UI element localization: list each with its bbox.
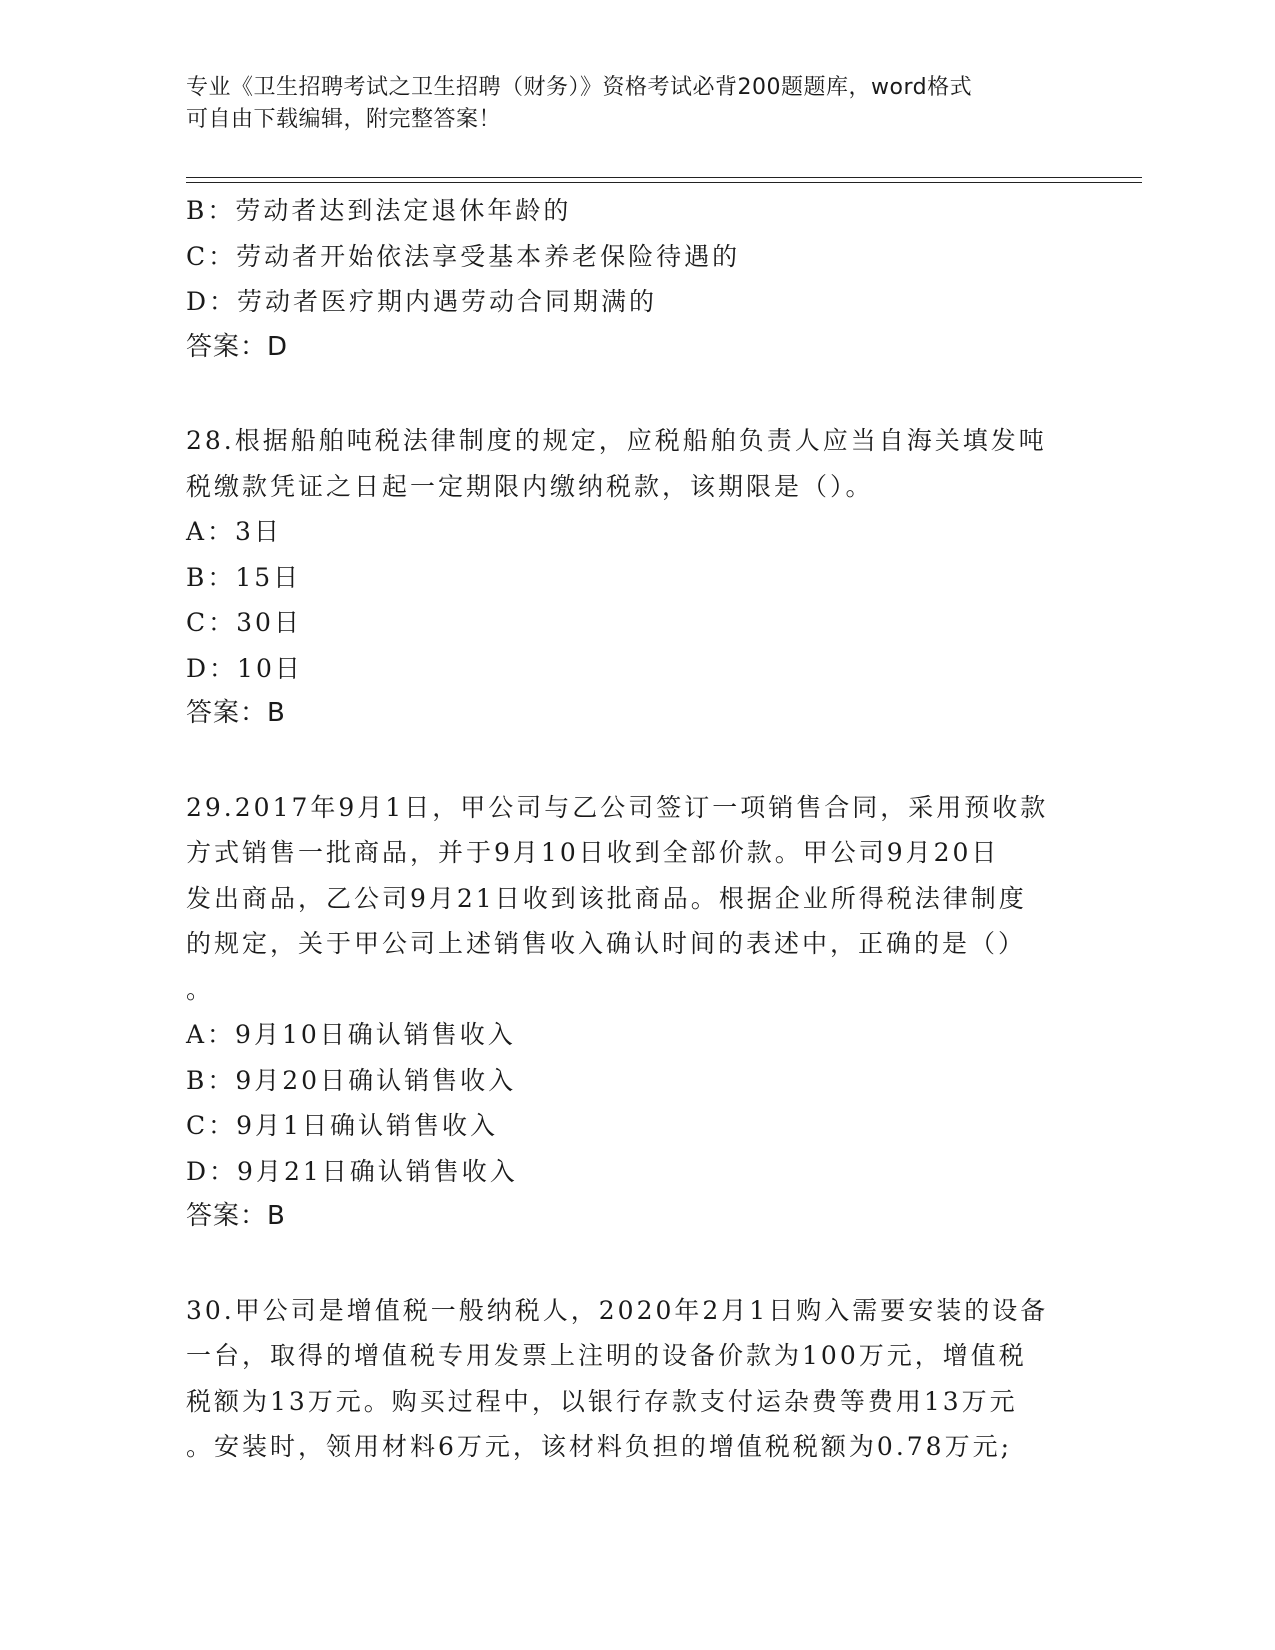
option-d: D：劳动者医疗期内遇劳动合同期满的 [186,287,658,316]
option-a: A：3日 [186,517,282,546]
question-text-line: 29.2017年9月1日，甲公司与乙公司签订一项销售合同，采用预收款 [186,792,1049,822]
header-divider-top [186,177,1142,178]
question-text-line: 的规定，关于甲公司上述销售收入确认时间的表述中，正确的是（） [186,929,1027,958]
document-header [186,72,1086,136]
option-d: D：9月21日确认销售收入 [186,1156,518,1186]
answer-line: 答案：D [186,331,289,362]
question-text-line: 。安装时，领用材料6万元，该材料负担的增值税税额为0.78万元; [186,1432,1012,1461]
question-text-line: 发出商品，乙公司9月21日收到该批商品。根据企业所得税法律制度 [186,883,1027,913]
option-a: A：9月10日确认销售收入 [186,1020,516,1049]
option-c: C：9月1日确认销售收入 [186,1111,498,1140]
question-text-line: 30.甲公司是增值税一般纳税人，2020年2月1日购入需要安装的设备 [186,1295,1049,1325]
question-text-line: 28.根据船舶吨税法律制度的规定，应税船舶负责人应当自海关填发吨 [186,426,1047,455]
answer-line: 答案：B [186,698,286,728]
answer-line: 答案：B [186,1201,286,1231]
question-29 [186,785,1086,1240]
question-text-line: 税缴款凭证之日起一定期限内缴纳税款，该期限是（）。 [186,471,874,501]
option-b: B：15日 [186,562,302,592]
header-line-1: 专业《卫生招聘考试之卫生招聘（财务）》资格考试必背200题题库，word格式 [186,75,973,100]
question-text-line: 税额为13万元。购买过程中，以银行存款支付运杂费等费用13万元 [186,1386,1018,1416]
header-line-2: 可自由下载编辑，附完整答案！ [186,107,502,132]
option-c: C：劳动者开始依法享受基本养老保险待遇的 [186,241,741,271]
prev-question-block [186,188,1086,370]
header-divider-bottom [186,182,1142,183]
question-text-line: 。 [186,974,215,1004]
document-body [186,188,1086,1470]
question-text-line: 一台，取得的增值税专用发票上注明的设备价款为100万元，增值税 [186,1341,1027,1370]
option-c: C：30日 [186,608,302,637]
question-30 [186,1288,1086,1470]
question-text-line: 方式销售一批商品，并于9月10日收到全部价款。甲公司9月20日 [186,838,1000,867]
option-b: B：9月20日确认销售收入 [186,1065,517,1095]
option-d: D：10日 [186,653,303,683]
question-28 [186,418,1086,737]
option-b: B：劳动者达到法定退休年龄的 [186,196,572,225]
